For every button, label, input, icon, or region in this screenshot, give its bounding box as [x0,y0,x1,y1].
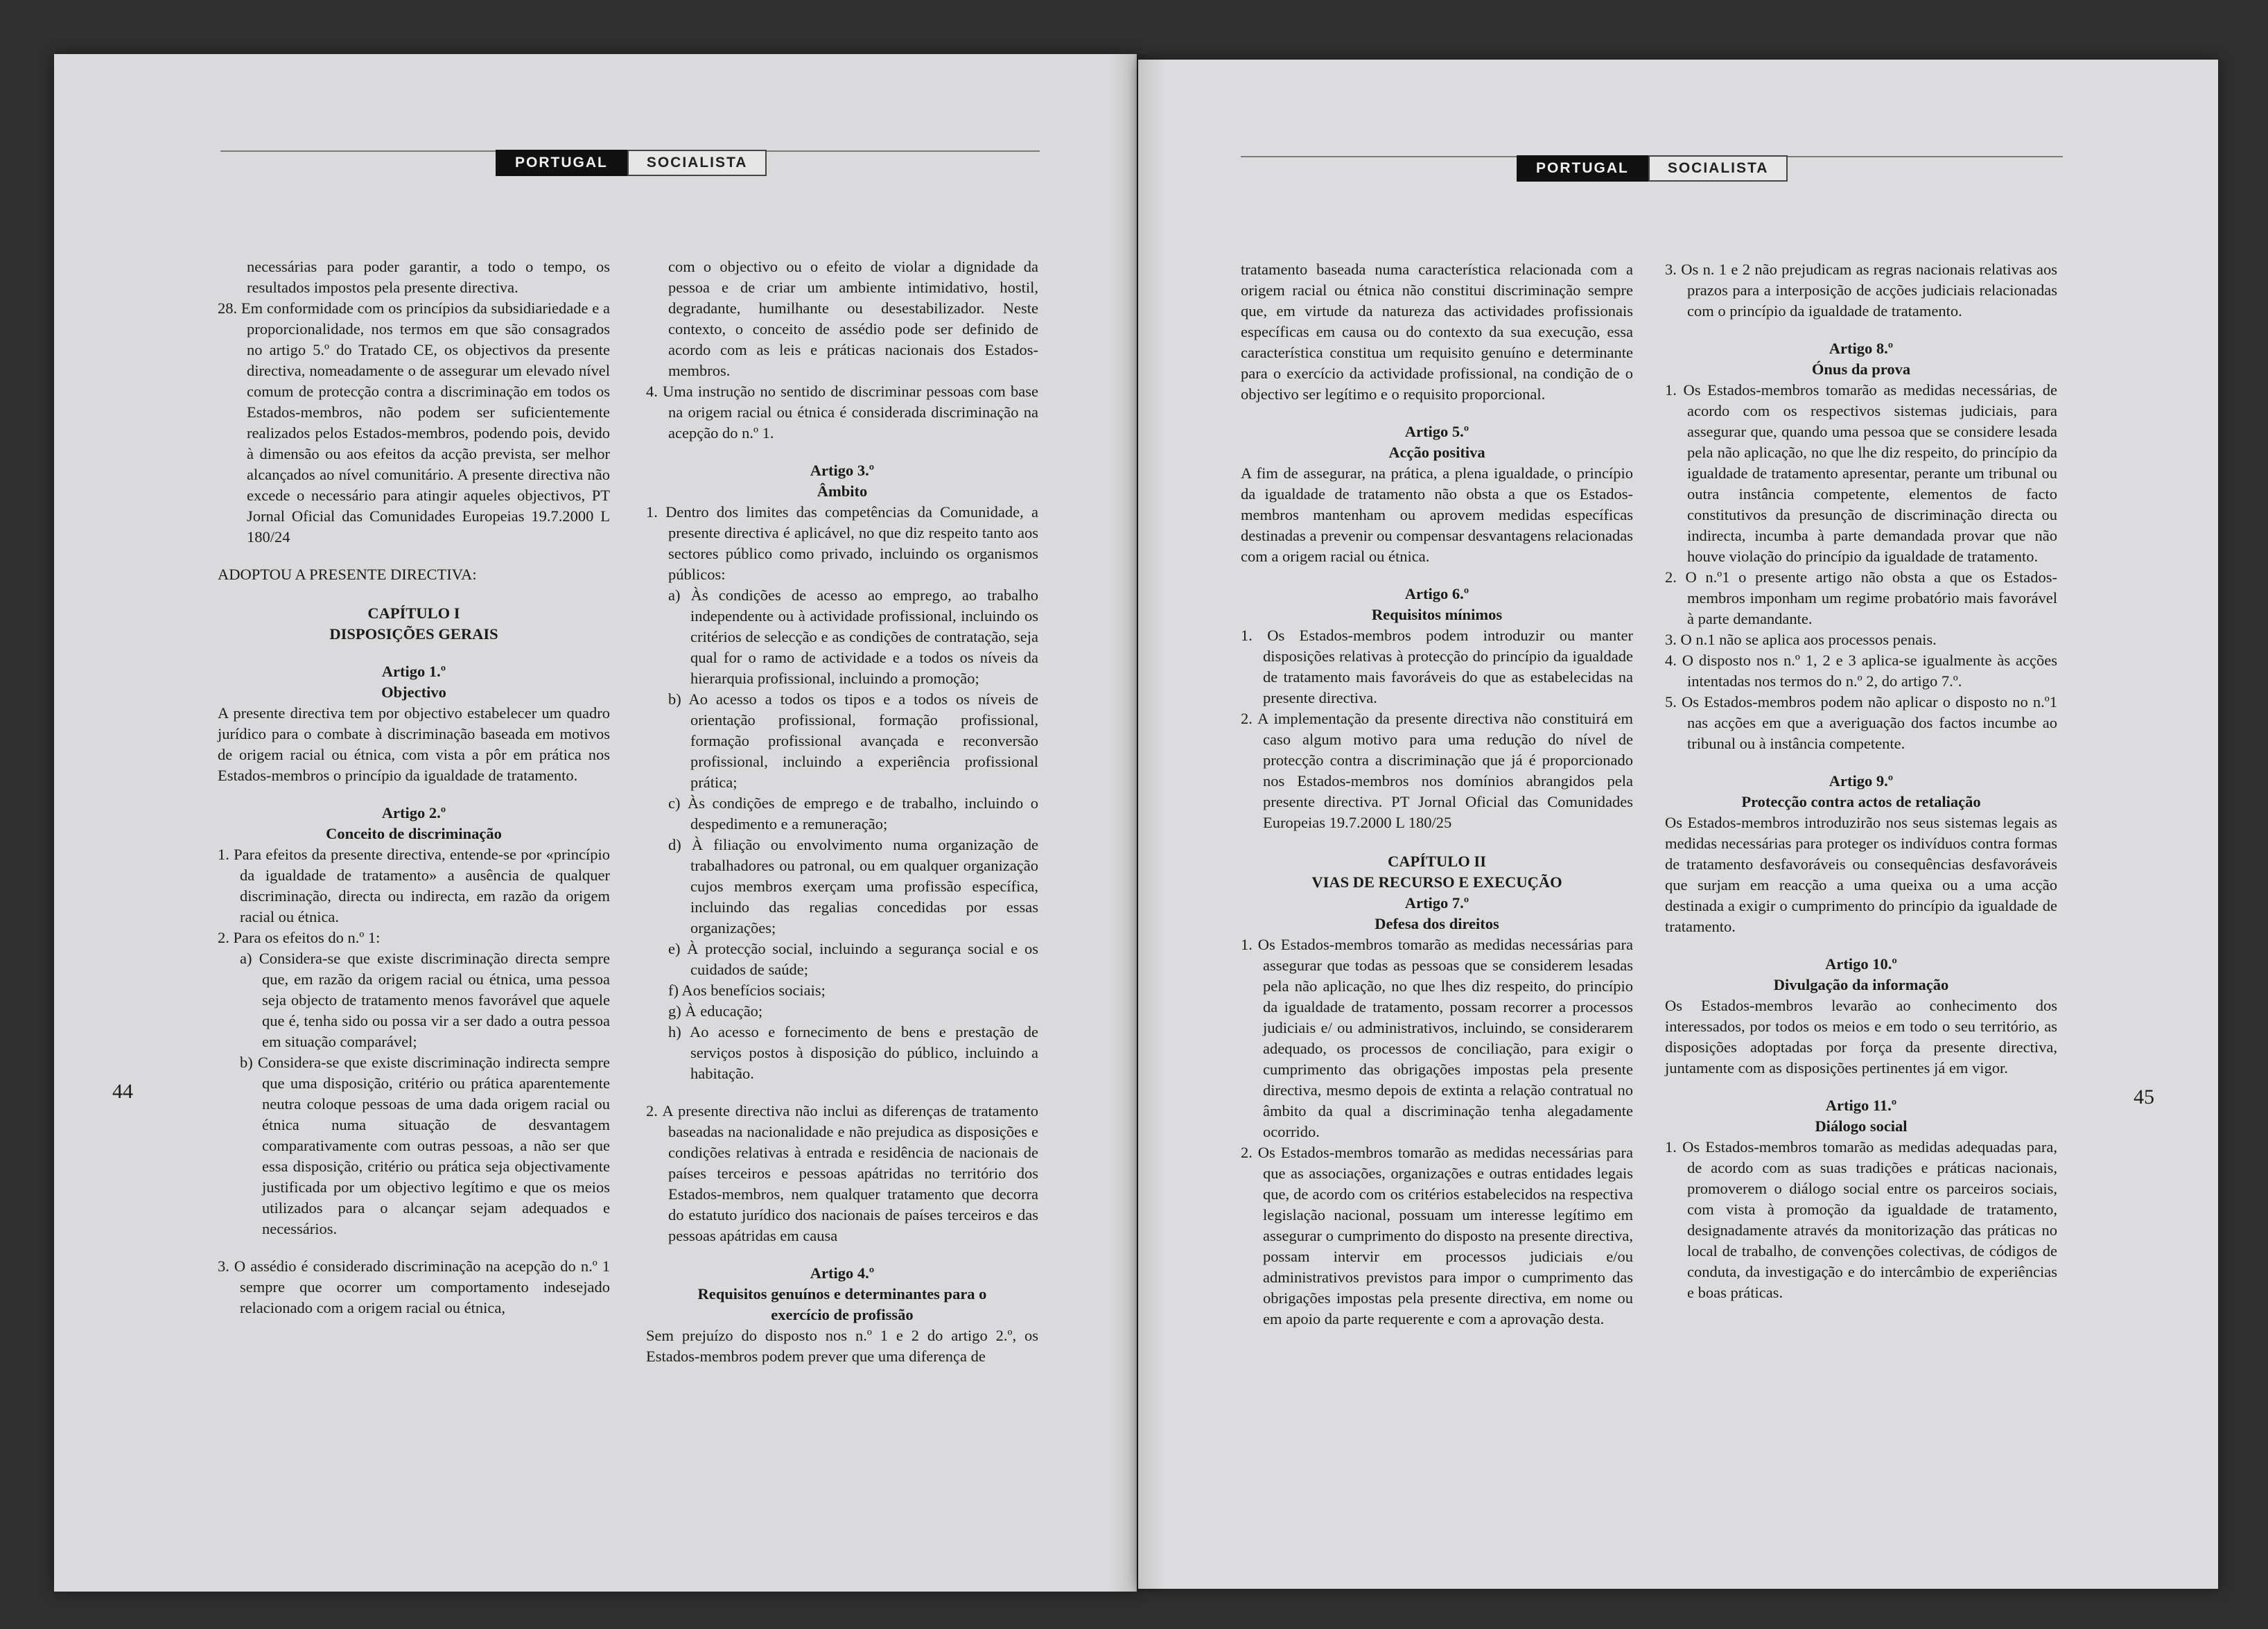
page-number-right: 45 [2134,1086,2154,1108]
article-6-number: Artigo 6.º [1404,585,1469,602]
article-1-heading [218,661,610,703]
article-3-para-1: 1. Dentro dos limites das competências da Comunidade, a presente directiva é aplicável, no que diz respeito tanto aos sectores público como privado, incluindo os organismos públicos: [646,503,1038,583]
article-3-para-1b: b) Ao acesso a todos os tipos e a todos os níveis de orientação profissional, formação profissional, formação profissional avançada e reconversão profissional, incluindo a experiência profissional prática; [668,690,1038,791]
article-1-title: Objectivo [381,683,446,701]
article-8-para-4: 4. O disposto nos n.º 1, 2 e 3 aplica-se igualmente às acções intentadas nos termos do n.º 2, do artigo 7.º. [1665,652,2057,690]
article-11-para-1: 1. Os Estados-membros tomarão as medidas adequadas para, de acordo com as suas tradições e práticas nacionais, promoverem o diálogo social entre os parceiros sociais, com vista à promoção da igualdade de tratamento, designadamente através da monitorização das práticas no local de trabalho, de convenções colectivas, de códigos de conduta, da investigação e do intercâmbio de experiências e boas práticas. [1665,1138,2057,1301]
article-3-para-1c: c) Às condições de emprego e de trabalho, incluindo o despedimento e a remuneração; [668,794,1038,833]
article-8-para-1: 1. Os Estados-membros tomarão as medidas necessárias, de acordo com os respectivos sistemas judiciais, para assegurar que, quando uma pessoa que se considere lesada pela não aplicação, no que lhe diz respeito, do princípio da igualdade de tratamento apresentar, perante um tribunal ou outra instância competente, elementos de facto constitutivos da presunção de discriminação directa ou indirecta, incumba à parte demandada provar que não houve violação do princípio da igualdade de tratamento. [1665,381,2057,565]
article-5-number: Artigo 5.º [1404,423,1469,440]
article-4-continuation: tratamento baseada numa característica relacionada com a origem racial ou étnica não constitui discriminação sempre que, em virtude da natureza das actividades profissionais específicas em causa ou do contexto da sua execução, essa característica constitua um requisito genuíno e determinante para o exercício da actividade profissional, na condição de o objectivo ser legítimo e o requisito proporcional. [1241,261,1633,403]
article-3-title: Âmbito [817,482,868,500]
article-2-title: Conceito de discriminação [326,825,502,842]
article-3-para-1g: g) À educação; [668,1002,763,1020]
article-2-para-4: 4. Uma instrução no sentido de discriminar pessoas com base na origem racial ou étnica é considerada discriminação na acepção do n.º 1. [646,383,1038,442]
article-4-title: Requisitos genuínos e determinantes para o exercício de profissão [697,1285,987,1323]
masthead-left [496,150,767,176]
article-11-number: Artigo 11.º [1825,1097,1897,1114]
chapter-1-title: CAPÍTULO I [367,604,460,622]
right-column-2 [1665,259,2057,1303]
article-10-heading [1665,954,2057,995]
masthead-right [1517,155,1788,182]
masthead-socialista: SOCIALISTA [627,150,767,176]
article-2-heading [218,803,610,844]
paragraph-continuation: necessárias para poder garantir, a todo o tempo, os resultados impostos pela presente directiva. [247,258,610,296]
recital-28: 28. Em conformidade com os princípios da subsidiariedade e a proporcionalidade, nos termos em que são consagrados no artigo 5.º do Tratado CE, os objectivos da presente directiva, nomeadamente o de assegurar um elevado nível comum de protecção contra a discriminação em todos os Estados-membros, não podem ser suficientemente realizados pelos Estados-membros, podendo pois, devido à dimensão ou aos efeitos da acção prevista, ser melhor alcançados ao nível comunitário. A presente directiva não excede o necessário para atingir aqueles objectivos, PT Jornal Oficial das Comunidades Europeias 19.7.2000 L 180/24 [218,299,610,546]
article-6-para-1: 1. Os Estados-membros podem introduzir ou manter disposições relativas à protecção do princípio da igualdade de tratamento mais favoráveis do que as estabelecidas na presente directiva. [1241,627,1633,706]
chapter-2-subtitle: VIAS DE RECURSO E EXECUÇÃO [1311,873,1562,891]
chapter-1-heading [218,603,610,645]
article-8-para-2: 2. O n.º1 o presente artigo não obsta a que os Estados-membros imponham um regime probatório mais favorável à parte demandante. [1665,568,2057,627]
article-10-text: Os Estados-membros levarão ao conhecimento dos interessados, por todos os meios e em todo o seu território, as disposições adoptadas por força da presente directiva, juntamente com as disposições pertinentes já em vigor. [1665,997,2057,1077]
article-3-para-1d: d) À filiação ou envolvimento numa organização de trabalhadores ou patronal, ou em qualquer organização cujos membros exerçam uma profissão específica, incluindo das regalias concedidas por essas organizações; [668,836,1038,937]
right-column-1 [1241,259,1633,1330]
article-2-para-2b: b) Considera-se que existe discriminação indirecta sempre que uma disposição, critério ou prática aparentemente neutra coloque pessoas de uma dada origem racial ou étnica numa situação de desvantagem comparativamente com outras pessoas, a não ser que essa disposição, critério ou prática seja objectivamente justificada por um objectivo legítimo e que os meios utilizados para o alcançar sejam adequados e necessários. [240,1054,610,1237]
article-11-title: Diálogo social [1815,1117,1908,1135]
masthead-portugal: PORTUGAL [1517,155,1648,182]
article-3-para-1a: a) Às condições de acesso ao emprego, ao trabalho independente ou à actividade profissional, incluindo os critérios de selecção e as condições de contratação, seja qual for o ramo de actividade e a todos os níveis da hierarquia profissional, incluindo a promoção; [668,586,1038,687]
article-2-para-2: 2. Para os efeitos do n.º 1: [218,929,381,946]
article-3-para-1e: e) À protecção social, incluindo a segurança social e os cuidados de saúde; [668,940,1038,978]
article-7-para-1: 1. Os Estados-membros tomarão as medidas necessárias para assegurar que todas as pessoas que se considerem lesadas pela não aplicação, no que lhes diz respeito, do princípio da igualdade de tratamento, possam recorrer a processos judiciais e/ ou administrativos, incluindo, se considerarem adequado, os processos de conciliação, para exigir o cumprimento das obrigações impostas pela presente directiva, mesmo depois de extinta a relação contratual no âmbito da qual a discriminação tenha alegadamente ocorrido. [1241,936,1633,1140]
article-5-text: A fim de assegurar, na prática, a plena igualdade, o princípio da igualdade de tratamento não obsta a que os Estados-membros mantenham ou aprovem medidas específicas destinadas a prevenir ou compensar desvantagens relacionadas com a origem racial ou étnica. [1241,464,1633,565]
article-2-para-3-continuation: com o objectivo ou o efeito de violar a dignidade da pessoa e de criar um ambiente intimidativo, hostil, degradante, humilhante ou desestabilizador. Neste contexto, o conceito de assédio pode ser definido de acordo com as leis e práticas nacionais dos Estados-membros. [668,258,1038,379]
article-2-number: Artigo 2.º [381,804,446,821]
article-7-title: Defesa dos direitos [1375,915,1499,932]
article-10-title: Divulgação da informação [1773,976,1949,993]
article-6-para-2: 2. A implementação da presente directiva não constituirá em caso algum motivo para uma redução do nível de protecção contra a discriminação que já é proporcionado nos Estados-membros nos domínios abrangidos pela presente directiva. PT Jornal Oficial das Comunidades Europeias 19.7.2000 L 180/25 [1241,710,1633,831]
article-7-para-2: 2. Os Estados-membros tomarão as medidas necessárias para que as associações, organizações e outras entidades legais que, de acordo com os critérios estabelecidos na respectiva legislação nacional, possuam um interesse legítimo em assegurar o cumprimento do disposto na presente directiva, possam intervir em processos judiciais e/ou administrativos previstos para impor o cumprimento das obrigações impostas pela presente directiva, em nome ou em apoio da parte requerente e com a aprovação desta. [1241,1144,1633,1327]
spine-shadow [1109,54,1164,1592]
article-2-para-3: 3. O assédio é considerado discriminação na acepção do n.º 1 sempre que ocorrer um comportamento indesejado relacionado com a origem racial ou étnica, [218,1257,610,1316]
article-2-para-1: 1. Para efeitos da presente directiva, entende-se por «princípio da igualdade de tratamento» a ausência de qualquer discriminação, directa ou indirecta, em razão da origem racial ou étnica. [218,846,610,925]
chapter-2-title: CAPÍTULO II [1388,853,1486,870]
left-column-2 [646,256,1038,1367]
article-3-para-1h: h) Ao acesso e fornecimento de bens e prestação de serviços postos à disposição do público, incluindo a habitação. [668,1023,1038,1082]
article-9-heading [1665,771,2057,812]
masthead-socialista: SOCIALISTA [1648,155,1788,182]
article-8-number: Artigo 8.º [1829,340,1894,357]
article-4-number: Artigo 4.º [810,1264,875,1282]
article-8-para-3: 3. O n.1 não se aplica aos processos penais. [1665,631,1937,648]
article-8-title: Ónus da prova [1811,360,1911,378]
article-7-para-3: 3. Os n. 1 e 2 não prejudicam as regras nacionais relativas aos prazos para a interposição de acções judiciais relacionadas com o princípio da igualdade de tratamento. [1665,261,2057,320]
adoptou-statement: ADOPTOU A PRESENTE DIRECTIVA: [218,566,477,583]
article-8-para-5: 5. Os Estados-membros podem não aplicar o disposto no n.º1 nas acções em que a averiguação dos factos incumbe ao tribunal ou à instância competente. [1665,693,2057,752]
article-3-number: Artigo 3.º [810,462,875,479]
chapter-2-heading [1241,851,1633,893]
article-10-number: Artigo 10.º [1825,955,1897,973]
article-4-text: Sem prejuízo do disposto nos n.º 1 e 2 do artigo 2.º, os Estados-membros podem prever que uma diferença de [646,1327,1038,1365]
article-3-para-2: 2. A presente directiva não inclui as diferenças de tratamento baseadas na nacionalidade e não prejudica as disposições e condições relativas à entrada e residência de nacionais de países terceiros e pessoas apátridas no território dos Estados-membros, nem qualquer tratamento que decorra do estatuto jurídico dos nacionais de países terceiros e das pessoas apátridas em causa [646,1102,1038,1244]
article-6-heading [1241,584,1633,625]
chapter-1-subtitle: DISPOSIÇÕES GERAIS [329,625,498,643]
article-9-title: Protecção contra actos de retaliação [1741,793,1981,810]
article-7-number: Artigo 7.º [1404,894,1469,912]
masthead-portugal: PORTUGAL [496,150,627,176]
article-11-heading [1665,1095,2057,1137]
page-number-left: 44 [112,1080,133,1103]
article-3-para-1f: f) Aos benefícios sociais; [668,982,826,999]
article-3-heading [646,460,1038,502]
article-6-title: Requisitos mínimos [1371,606,1503,623]
article-5-heading [1241,421,1633,463]
article-4-heading [646,1263,1038,1325]
article-9-number: Artigo 9.º [1829,772,1894,790]
article-1-text: A presente directiva tem por objectivo estabelecer um quadro jurídico para o combate à discriminação baseada em motivos de origem racial ou étnica, com vista a pôr em prática nos Estados-membros o princípio da igualdade de tratamento. [218,704,610,784]
article-9-text: Os Estados-membros introduzirão nos seus sistemas legais as medidas necessárias para proteger os indivíduos contra formas de tratamento desfavoráveis ou consequências desfavoráveis que surjam em reacção a uma queixa ou a uma acção destinada a exigir o cumprimento do princípio da igualdade de tratamento. [1665,814,2057,935]
article-8-heading [1665,338,2057,380]
article-2-para-2a: a) Considera-se que existe discriminação directa sempre que, em razão da origem racial ou étnica, uma pessoa seja objecto de tratamento menos favorável que aquele que é, tenha sido ou possa vir a ser dado a outra pessoa em situação comparável; [240,950,610,1050]
article-7-heading [1241,893,1633,934]
left-column-1 [218,256,610,1318]
article-5-title: Acção positiva [1388,444,1485,461]
article-1-number: Artigo 1.º [381,663,446,680]
